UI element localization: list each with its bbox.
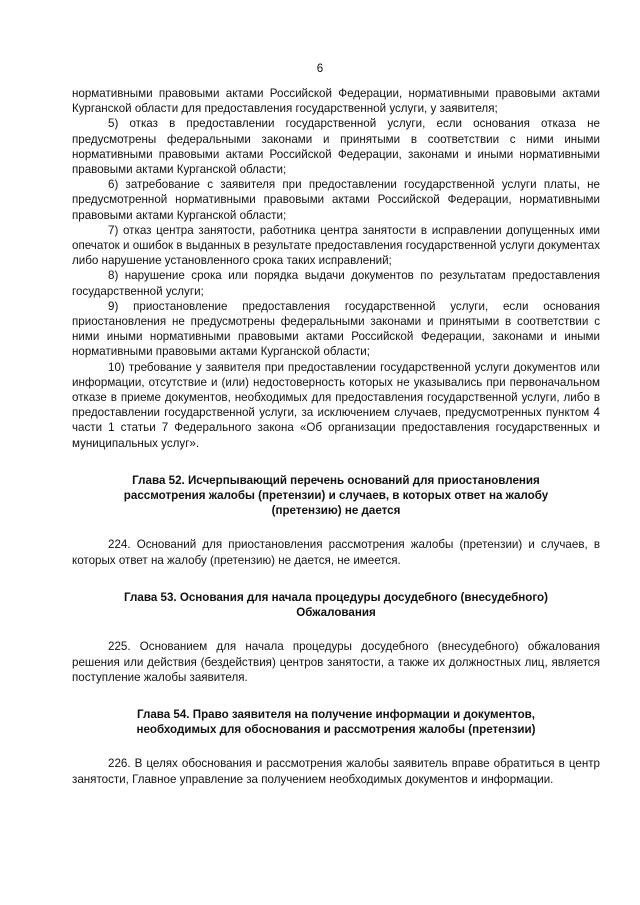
chapter-52-heading-line-2: рассмотрения жалобы (претензии) и случаев, в которых ответ на жалобу: [123, 489, 549, 503]
page-number: 6: [316, 63, 324, 75]
chapter-52-heading-line-1: Глава 52. Исчерпывающий перечень оснований для приостановления: [132, 473, 540, 487]
list-item-6: 6) затребование с заявителя при предоставлении государственной услуги платы, не предусмотренной нормативными правовыми актами Российской Федерации, нормативными правовыми актами Курганской области;: [72, 178, 600, 222]
list-item-10: 10) требование у заявителя при предоставлении государственной услуги документов или информации, отсутствие и (или) недостоверность которых не указывались при первоначальном отказе в приеме документов, необходимых для предоставления государственной услуги, либо в предоставлении государственной услуги, за исключением случаев, предусмотренных пунктом 4 части 1 статьи 7 Федерального закона «Об организации предоставления государственных и муниципальных услуг».: [72, 360, 600, 450]
list-item-8: 8) нарушение срока или порядка выдачи документов по результатам предоставления государственной услуги;: [72, 269, 600, 298]
chapter-52-heading: [72, 473, 600, 519]
chapter-54-heading: [72, 707, 600, 737]
list-item-7: 7) отказ центра занятости, работника центра занятости в исправлении допущенных ими опечаток и ошибок в выданных в результате предоставления государственной услуги документах либо нарушение установленного срока таких исправлений;: [72, 223, 600, 268]
chapter-53-heading-line-2: Обжалования: [296, 606, 376, 620]
chapter-53-heading: [72, 590, 600, 620]
paragraph-226: 226. В целях обоснования и рассмотрения жалобы заявитель вправе обратиться в центр занятости, Главное управление за получением необходимых документов и информации.: [72, 757, 600, 786]
list-item-5: 5) отказ в предоставлении государственной услуги, если основания отказа не предусмотрены федеральными законами и принятыми в соответствии с ними иными нормативными правовыми актами Российской Федерации, законами и иными нормативными правовыми актами Курганской области;: [72, 117, 600, 177]
paragraph-continuation: нормативными правовыми актами Российской Федерации, нормативными правовыми актами Курганской области для предоставления государственной услуги, у заявителя;: [72, 87, 600, 116]
paragraph-224: 224. Оснований для приостановления рассмотрения жалобы (претензии) и случаев, в которых ответ на жалобу (претензию) не дается, не имеется.: [72, 538, 600, 567]
document-body: [72, 86, 600, 787]
chapter-53-heading-line-1: Глава 53. Основания для начала процедуры досудебного (внесудебного): [124, 590, 548, 604]
paragraph-225: 225. Основанием для начала процедуры досудебного (внесудебного) обжалования решения или действия (бездействия) центров занятости, а также их должностных лиц, является поступление жалобы заявителя.: [72, 640, 600, 684]
chapter-54-heading-line-2: необходимых для обоснования и рассмотрения жалобы (претензии): [136, 723, 536, 737]
chapter-52-heading-line-3: (претензию) не дается: [271, 504, 401, 518]
chapter-54-heading-line-1: Глава 54. Право заявителя на получение информации и документов,: [136, 707, 536, 721]
list-item-9: 9) приостановление предоставления государственной услуги, если основания приостановления не предусмотрены федеральными законами и принятыми в соответствии с ними иными нормативными правовыми актами Российской Федерации, законами и иными нормативными правовыми актами Курганской области;: [72, 299, 600, 359]
